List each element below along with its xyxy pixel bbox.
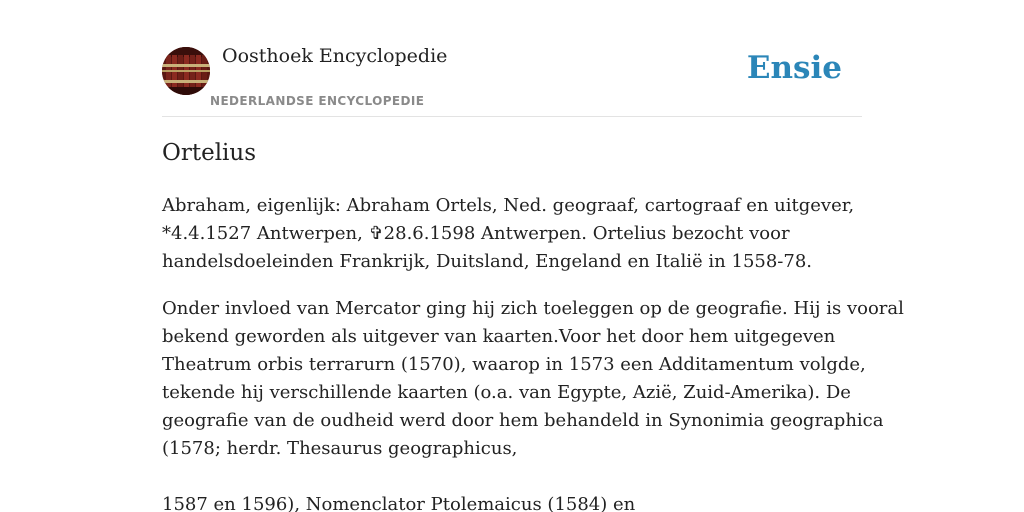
text-line: Theatrum orbis terrarurn (1570), waarop in 1573 een Additamentum volgde, [162,354,866,375]
text-line: bekend geworden als uitgever van kaarten.Voor het door hem uitgegeven [162,326,836,347]
article-paragraph-1 [162,192,862,276]
text-line: Onder invloed van Mercator ging hij zich toeleggen op de geografie. Hij is vooral [162,298,904,319]
brand-logo[interactable]: Ensie [746,50,842,86]
blank-line [162,463,862,491]
text-line: tekende hij verschillende kaarten (o.a. van Egypte, Azië, Zuid-Amerika). De [162,382,851,403]
text-line: 1587 en 1596), Nomenclator Ptolemaicus (1584) en [162,494,636,512]
site-subtitle: NEDERLANDSE ENCYCLOPEDIE [210,94,425,108]
site-title[interactable]: Oosthoek Encyclopedie [222,45,448,67]
text-line: Abraham, eigenlijk: Abraham Ortels, Ned. geograaf, cartograaf en uitgever, [162,195,855,216]
text-line: (1578; herdr. Thesaurus geographicus, [162,438,518,459]
article-paragraph-2 [162,295,904,512]
site-header [162,40,862,117]
encyclopedia-books-icon[interactable] [162,47,210,95]
article-title: Ortelius [162,140,257,166]
text-line: geografie van de oudheid werd door hem behandeld in Synonimia geographica [162,410,884,431]
text-line: *4.4.1527 Antwerpen, ✞28.6.1598 Antwerpen. Ortelius bezocht voor [162,223,790,244]
text-line: handelsdoeleinden Frankrijk, Duitsland, Engeland en Italië in 1558-78. [162,251,813,272]
